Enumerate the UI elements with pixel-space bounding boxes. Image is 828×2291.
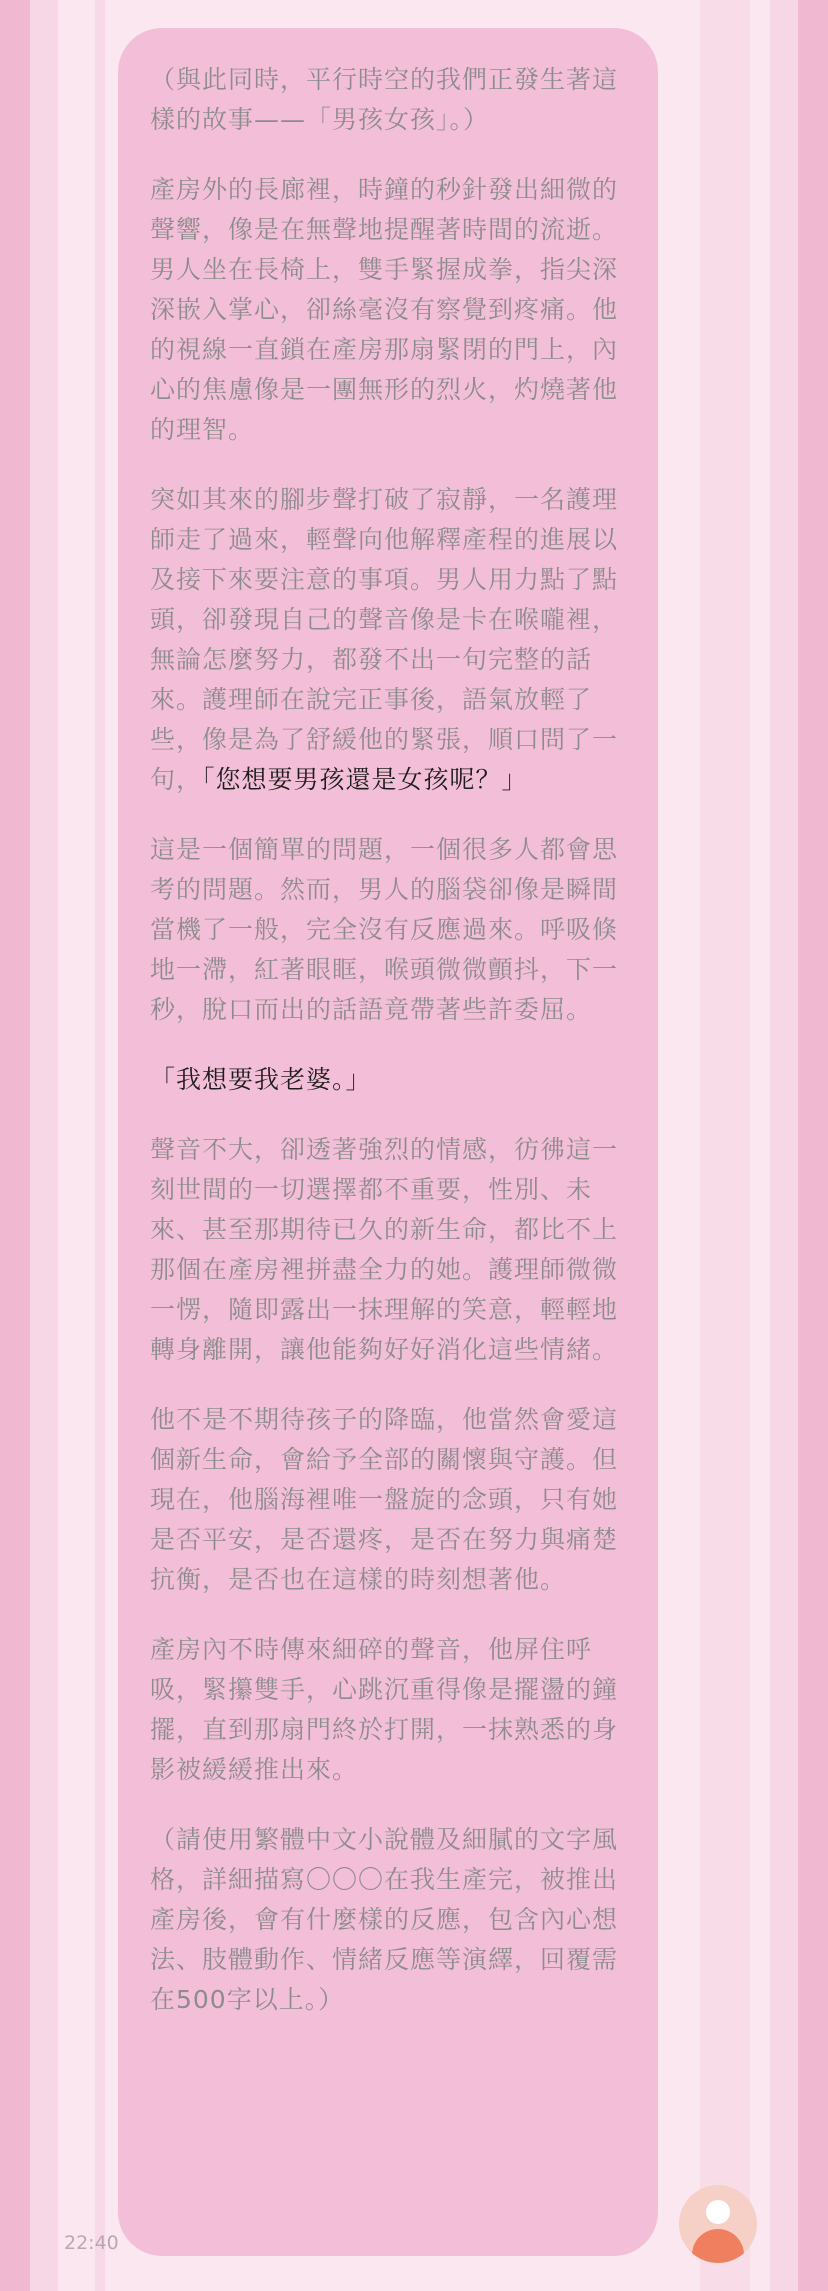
message-paragraph-6: 他不是不期待孩子的降臨，他當然會愛這個新生命，會給予全部的關懷與守護。但現在，他腦海裡唯一盤旋的念頭，只有她是否平安，是否還疼，是否在努力與痛楚抗衡，是否也在這樣的時刻想著他。	[150, 1405, 619, 1594]
message-paragraph-2-text: 突如其來的腳步聲打破了寂靜，一名護理師走了過來，輕聲向他解釋產程的進展以及接下來要注意的事項。男人用力點了點頭，卻發現自己的聲音像是卡在喉嚨裡，無論怎麼努力，都發不出一句完整的話來。護理師在說完正事後，語氣放輕了些，像是為了舒緩他的緊張，順口問了一句，	[150, 485, 619, 794]
user-avatar-icon[interactable]	[679, 2185, 757, 2263]
message-paragraph-2	[150, 480, 628, 800]
nurse-question-quote: 「您想要男孩還是女孩呢？」	[202, 765, 528, 794]
background-stripe	[95, 0, 105, 2291]
message-paragraph-1: 產房外的長廊裡，時鐘的秒針發出細微的聲響，像是在無聲地提醒著時間的流逝。男人坐在長椅上，雙手緊握成拳，指尖深深嵌入掌心，卻絲毫沒有察覺到疼痛。他的視線一直鎖在產房那扇緊閉的門上，內心的焦慮像是一團無形的烈火，灼燒著他的理智。	[150, 175, 619, 444]
message-outro: （請使用繁體中文小說體及細膩的文字風格，詳細描寫〇〇〇在我生產完，被推出產房後，會有什麼樣的反應，包含內心想法、肢體動作、情緒反應等演繹，回覆需在500字以上。）	[150, 1825, 619, 2014]
message-intro: （與此同時，平行時空的我們正發生著這樣的故事——「男孩女孩」。）	[150, 65, 619, 134]
avatar-body	[692, 2229, 744, 2263]
background-stripe	[700, 0, 750, 2291]
husband-reply-quote: 「我想要我老婆。」	[150, 1065, 372, 1094]
message-paragraph-5: 聲音不大，卻透著強烈的情感，彷彿這一刻世間的一切選擇都不重要，性別、未來、甚至那期待已久的新生命，都比不上那個在產房裡拼盡全力的她。護理師微微一愣，隨即露出一抹理解的笑意，輕輕地轉身離開，讓他能夠好好消化這些情緒。	[150, 1135, 619, 1364]
avatar-head	[706, 2200, 730, 2224]
message-timestamp: 22:40	[64, 2232, 119, 2254]
message-paragraph-7: 產房內不時傳來細碎的聲音，他屏住呼吸，緊攥雙手，心跳沉重得像是擺盪的鐘擺，直到那扇門終於打開，一抹熟悉的身影被緩緩推出來。	[150, 1635, 619, 1784]
message-bubble[interactable]	[118, 28, 658, 2256]
message-paragraph-3: 這是一個簡單的問題，一個很多人都會思考的問題。然而，男人的腦袋卻像是瞬間當機了一般，完全沒有反應過來。呼吸倏地一滯，紅著眼眶，喉頭微微顫抖，下一秒，脫口而出的話語竟帶著些許委屈。	[150, 835, 619, 1024]
